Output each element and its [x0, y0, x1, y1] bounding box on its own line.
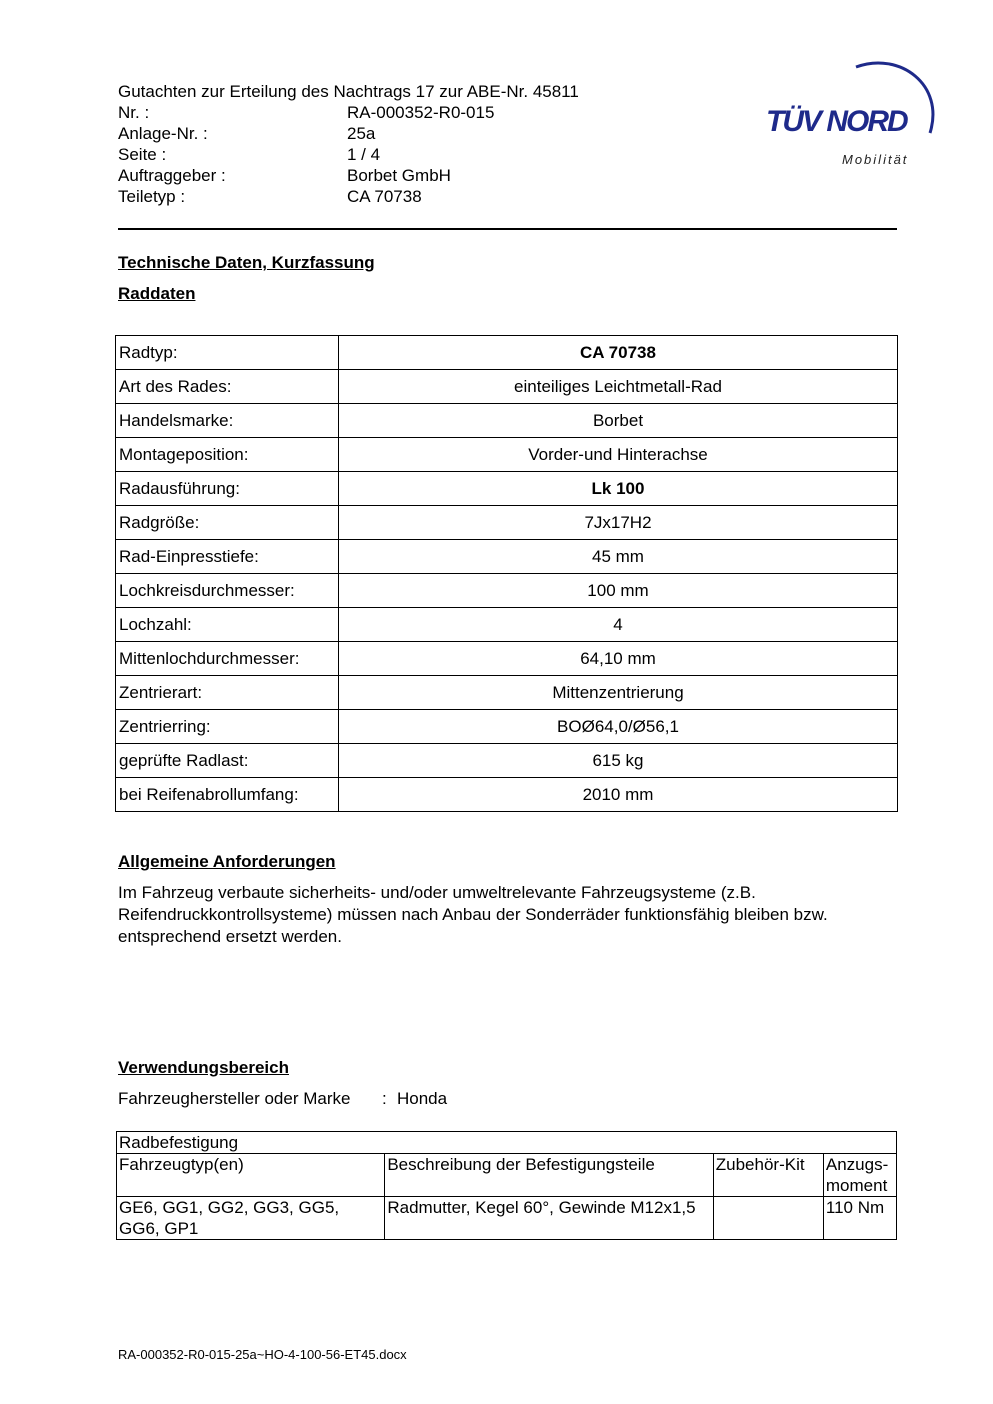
cell-zubehoer-kit [713, 1197, 823, 1240]
table-row [116, 404, 898, 438]
section-allgemeine-anforderungen: Allgemeine Anforderungen [118, 852, 336, 871]
raddaten-key: Montageposition: [116, 438, 339, 472]
raddaten-key: Lochkreisdurchmesser: [116, 574, 339, 608]
raddaten-key: Zentrierring: [116, 710, 339, 744]
cell-anzugsmoment: 110 Nm [823, 1197, 896, 1240]
raddaten-value: BOØ64,0/Ø56,1 [339, 710, 898, 744]
raddaten-value: 45 mm [339, 540, 898, 574]
section-technische-daten: Technische Daten, Kurzfassung [118, 253, 375, 272]
table-row [116, 438, 898, 472]
raddaten-table [115, 335, 898, 812]
raddaten-value: 2010 mm [339, 778, 898, 812]
table-header-row [117, 1154, 897, 1197]
raddaten-value: Lk 100 [339, 472, 898, 506]
raddaten-key: Radtyp: [116, 336, 339, 370]
hersteller-separator: : [382, 1089, 387, 1108]
raddaten-value: einteiliges Leichtmetall-Rad [339, 370, 898, 404]
radbefestigung-title: Radbefestigung [117, 1132, 897, 1154]
raddaten-key: Handelsmarke: [116, 404, 339, 438]
header-value-nr: RA-000352-R0-015 [347, 103, 495, 122]
header-anzugsmoment: Anzugs-moment [823, 1154, 896, 1197]
header-value-teiletyp: CA 70738 [347, 187, 422, 206]
raddaten-value: CA 70738 [339, 336, 898, 370]
hersteller-label: Fahrzeughersteller oder Marke [118, 1089, 351, 1108]
raddaten-value: 7Jx17H2 [339, 506, 898, 540]
table-row [116, 744, 898, 778]
hersteller-value: Honda [397, 1089, 448, 1108]
header-value-auftraggeber: Borbet GmbH [347, 166, 451, 185]
header-label-teiletyp: Teiletyp : [118, 187, 186, 206]
table-row [117, 1197, 897, 1240]
table-row [116, 336, 898, 370]
table-row [116, 608, 898, 642]
tuev-nord-logo [760, 55, 940, 175]
footer-filename: RA-000352-R0-015-25a~HO-4-100-56-ET45.docx [118, 1347, 407, 1362]
table-row [116, 370, 898, 404]
table-row [116, 574, 898, 608]
raddaten-value: Vorder-und Hinterachse [339, 438, 898, 472]
header-zubehoer-kit: Zubehör-Kit [713, 1154, 823, 1197]
logo-subtitle: Mobilität [842, 152, 909, 167]
header-value-anlage: 25a [347, 124, 376, 143]
logo-brand: TÜV NORD [766, 105, 907, 138]
header-label-seite: Seite : [118, 145, 167, 164]
section-verwendungsbereich: Verwendungsbereich [118, 1058, 289, 1077]
table-row [116, 642, 898, 676]
raddaten-key: Rad-Einpresstiefe: [116, 540, 339, 574]
raddaten-key: geprüfte Radlast: [116, 744, 339, 778]
radbefestigung-table [116, 1131, 897, 1240]
table-row [116, 472, 898, 506]
raddaten-key: Art des Rades: [116, 370, 339, 404]
header-divider [118, 228, 897, 230]
raddaten-value: Mittenzentrierung [339, 676, 898, 710]
header-label-auftraggeber: Auftraggeber : [118, 166, 226, 185]
raddaten-value: 4 [339, 608, 898, 642]
raddaten-key: bei Reifenabrollumfang: [116, 778, 339, 812]
raddaten-key: Radgröße: [116, 506, 339, 540]
raddaten-key: Mittenlochdurchmesser: [116, 642, 339, 676]
raddaten-value: Borbet [339, 404, 898, 438]
header-beschreibung: Beschreibung der Befestigungsteile [385, 1154, 713, 1197]
raddaten-value: 64,10 mm [339, 642, 898, 676]
table-row [116, 710, 898, 744]
table-row [116, 676, 898, 710]
header-label-nr: Nr. : [118, 103, 150, 122]
table-row [116, 778, 898, 812]
document-title: Gutachten zur Erteilung des Nachtrags 17 zur ABE-Nr. 45811 [118, 82, 579, 101]
header-value-seite: 1 / 4 [347, 145, 381, 164]
raddaten-key: Zentrierart: [116, 676, 339, 710]
header-label-anlage: Anlage-Nr. : [118, 124, 208, 143]
cell-fahrzeugtyp: GE6, GG1, GG2, GG3, GG5, GG6, GP1 [117, 1197, 385, 1240]
section-raddaten: Raddaten [118, 284, 196, 303]
table-row [116, 506, 898, 540]
raddaten-value: 100 mm [339, 574, 898, 608]
header-fahrzeugtyp: Fahrzeugtyp(en) [117, 1154, 385, 1197]
cell-beschreibung: Radmutter, Kegel 60°, Gewinde M12x1,5 [385, 1197, 713, 1240]
raddaten-key: Radausführung: [116, 472, 339, 506]
table-row [116, 540, 898, 574]
raddaten-value: 615 kg [339, 744, 898, 778]
allgemeine-paragraph: Im Fahrzeug verbaute sicherheits- und/oder umweltrelevante Fahrzeugsysteme (z.B. Reifendruckkontrollsysteme) müssen nach Anbau der Sonderräder funktionsfähig bleiben bzw. entsprechend ersetzt werden. [118, 883, 828, 946]
raddaten-key: Lochzahl: [116, 608, 339, 642]
